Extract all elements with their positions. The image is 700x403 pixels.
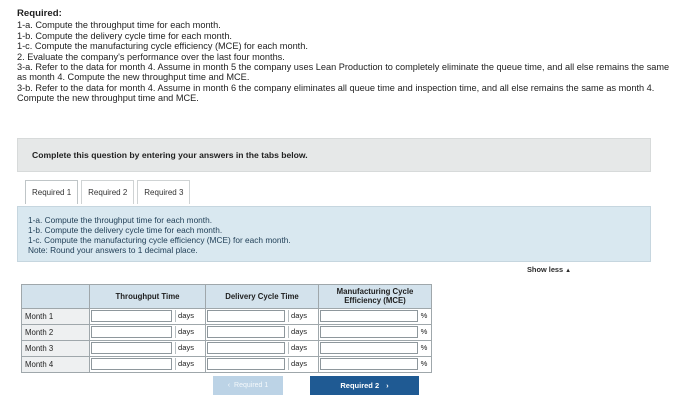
throughput-input[interactable] (91, 342, 172, 354)
row-label: Month 2 (22, 325, 90, 341)
question-panel (17, 206, 651, 262)
table-row (22, 341, 432, 357)
throughput-input[interactable] (91, 326, 172, 338)
show-less-toggle[interactable] (527, 265, 571, 274)
unit-label: days (175, 326, 203, 338)
previous-button-label: Required 1 (234, 382, 269, 389)
tab-required-2[interactable]: Required 2 (81, 180, 134, 204)
unit-label: days (288, 358, 316, 370)
tab-required-3[interactable]: Required 3 (137, 180, 190, 204)
answer-table (21, 284, 432, 373)
delivery-input[interactable] (207, 342, 285, 354)
panel-note: Note: Round your answers to 1 decimal place. (28, 245, 198, 255)
chevron-left-icon: ‹ (227, 382, 231, 389)
unit-label: days (175, 310, 203, 322)
unit-label: % (420, 311, 428, 320)
tab-bar (25, 180, 193, 204)
mce-input[interactable] (320, 358, 418, 370)
unit-label: days (288, 310, 316, 322)
instructions-text: Complete this question by entering your answers in the tabs below. (32, 150, 308, 160)
column-header-throughput: Throughput Time (90, 285, 206, 309)
requirement-line: 1-b. Compute the delivery cycle time for each month. (17, 30, 232, 41)
show-less-label: Show less (527, 265, 564, 274)
unit-label: days (288, 342, 316, 354)
requirement-line: 3-b. Refer to the data for month 4. Assume in month 6 the company eliminates all queue time and inspection time, and all else remains the same as month 4. Compute the new throughput time and MCE. (17, 82, 655, 104)
table-corner (22, 285, 90, 309)
panel-line: 1-c. Compute the manufacturing cycle efficiency (MCE) for each month. (28, 235, 291, 245)
row-label: Month 4 (22, 357, 90, 373)
previous-button[interactable] (213, 376, 283, 395)
row-label: Month 1 (22, 309, 90, 325)
next-button-label: Required 2 (340, 381, 380, 390)
next-button[interactable] (310, 376, 419, 395)
column-header-delivery: Delivery Cycle Time (206, 285, 319, 309)
table-row (22, 325, 432, 341)
unit-label: days (288, 326, 316, 338)
requirement-line: 2. Evaluate the company's performance over the last four months. (17, 51, 285, 62)
panel-line: 1-b. Compute the delivery cycle time for each month. (28, 225, 223, 235)
delivery-input[interactable] (207, 358, 285, 370)
table-row (22, 309, 432, 325)
delivery-input[interactable] (207, 326, 285, 338)
mce-input[interactable] (320, 342, 418, 354)
mce-input[interactable] (320, 310, 418, 322)
unit-label: % (420, 327, 428, 336)
requirements-heading: Required: (17, 8, 62, 19)
mce-input[interactable] (320, 326, 418, 338)
unit-label: % (420, 343, 428, 352)
requirements-block (17, 9, 677, 104)
delivery-input[interactable] (207, 310, 285, 322)
unit-label: days (175, 358, 203, 370)
table-row (22, 357, 432, 373)
requirement-line: 3-a. Refer to the data for month 4. Assume in month 5 the company uses Lean Production to completely eliminate the queue time, and all else remains the same as month 4. Compute the new throughput time and MCE. (17, 62, 670, 83)
panel-line: 1-a. Compute the throughput time for each month. (28, 215, 213, 225)
tab-required-1[interactable]: Required 1 (25, 180, 78, 204)
requirement-line: 1-c. Compute the manufacturing cycle efficiency (MCE) for each month. (17, 41, 308, 52)
column-header-mce: Manufacturing Cycle Efficiency (MCE) (319, 285, 432, 309)
chevron-right-icon: › (386, 381, 389, 390)
throughput-input[interactable] (91, 358, 172, 370)
row-label: Month 3 (22, 341, 90, 357)
triangle-up-icon: ▲ (565, 268, 572, 274)
unit-label: % (420, 359, 428, 368)
throughput-input[interactable] (91, 310, 172, 322)
instructions-bar (17, 138, 651, 172)
requirement-line: 1-a. Compute the throughput time for each month. (17, 20, 221, 31)
unit-label: days (175, 342, 203, 354)
